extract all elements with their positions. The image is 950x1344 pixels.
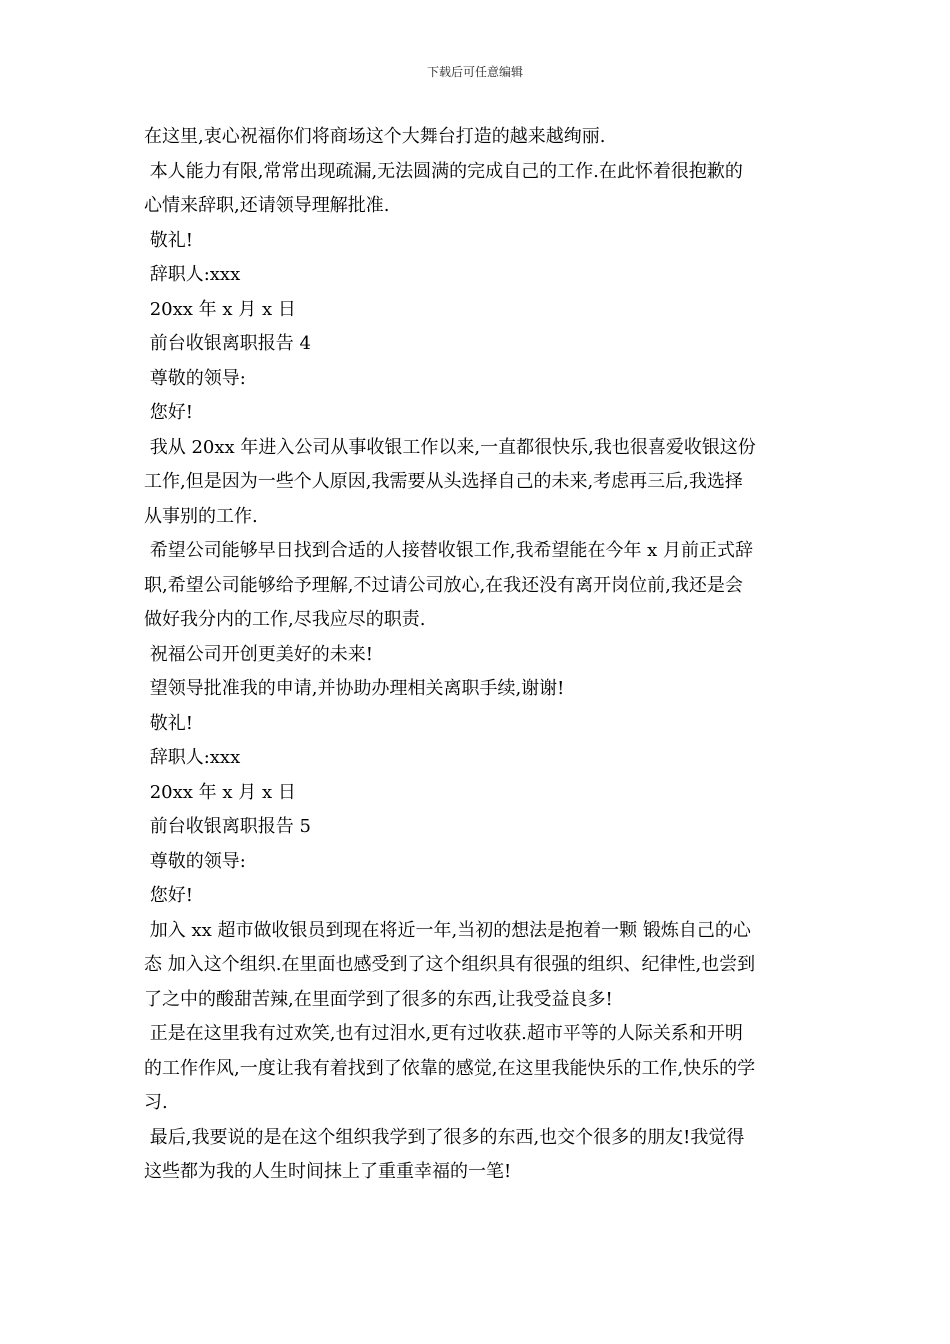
text-line: 习. xyxy=(144,1092,168,1113)
text-line: 敬礼! xyxy=(144,712,193,734)
text-line: 在这里,衷心祝福你们将商场这个大舞台打造的越来越绚丽. xyxy=(144,126,606,147)
text-line: 尊敬的领导: xyxy=(144,367,246,389)
text-line: 这些都为我的人生时间抹上了重重幸福的一笔! xyxy=(144,1161,512,1182)
page-header-note: 下载后可任意编辑 xyxy=(426,65,523,79)
text-line: 的工作作风,一度让我有着找到了依靠的感觉,在这里我能快乐的工作,快乐的学 xyxy=(144,1057,756,1079)
text-line: 职,希望公司能够给予理解,不过请公司放心,在我还没有离开岗位前,我还是会 xyxy=(144,574,743,596)
text-line: 希望公司能够早日找到合适的人接替收银工作,我希望能在今年 x 月前正式辞 xyxy=(144,540,754,561)
text-line: 从事别的工作. xyxy=(144,505,258,527)
section-heading: 前台收银离职报告 5 xyxy=(144,816,311,837)
text-line: 我从 20xx 年进入公司从事收银工作以来,一直都很快乐,我也很喜爱收银这份 xyxy=(144,436,756,458)
text-line: 做好我分内的工作,尽我应尽的职责. xyxy=(144,609,426,630)
text-line: 望领导批准我的申请,并协助办理相关离职手续,谢谢! xyxy=(144,678,565,699)
text-line: 工作,但是因为一些个人原因,我需要从头选择自己的未来,考虑再三后,我选择 xyxy=(144,471,743,492)
text-line: 正是在这里我有过欢笑,也有过泪水,更有过收获.超市平等的人际关系和开明 xyxy=(144,1023,743,1044)
text-line: 了之中的酸甜苦辣,在里面学到了很多的东西,让我受益良多! xyxy=(144,988,613,1010)
text-line: 祝福公司开创更美好的未来! xyxy=(144,643,373,665)
text-line: 态 加入这个组织.在里面也感受到了这个组织具有很强的组织、纪律性,也尝到 xyxy=(144,954,756,975)
text-line: 尊敬的领导: xyxy=(144,850,246,872)
text-line: 您好! xyxy=(144,402,193,423)
text-line: 20xx 年 x 月 x 日 xyxy=(144,781,296,803)
text-line: 本人能力有限,常常出现疏漏,无法圆满的完成自己的工作.在此怀着很抱歉的 xyxy=(144,160,743,182)
text-line: 20xx 年 x 月 x 日 xyxy=(144,298,296,320)
text-line: 心情来辞职,还请领导理解批准. xyxy=(144,195,390,216)
text-line: 最后,我要说的是在这个组织我学到了很多的东西,也交个很多的朋友!我觉得 xyxy=(144,1126,745,1148)
document-body xyxy=(144,120,812,1190)
text-line: 加入 xx 超市做收银员到现在将近一年,当初的想法是抱着一颗 锻炼自己的心 xyxy=(144,919,751,941)
text-line: 辞职人:xxx xyxy=(144,264,241,285)
text-line: 您好! xyxy=(144,885,193,906)
section-heading: 前台收银离职报告 4 xyxy=(144,333,311,354)
text-line: 辞职人:xxx xyxy=(144,747,241,768)
text-line: 敬礼! xyxy=(144,229,193,251)
